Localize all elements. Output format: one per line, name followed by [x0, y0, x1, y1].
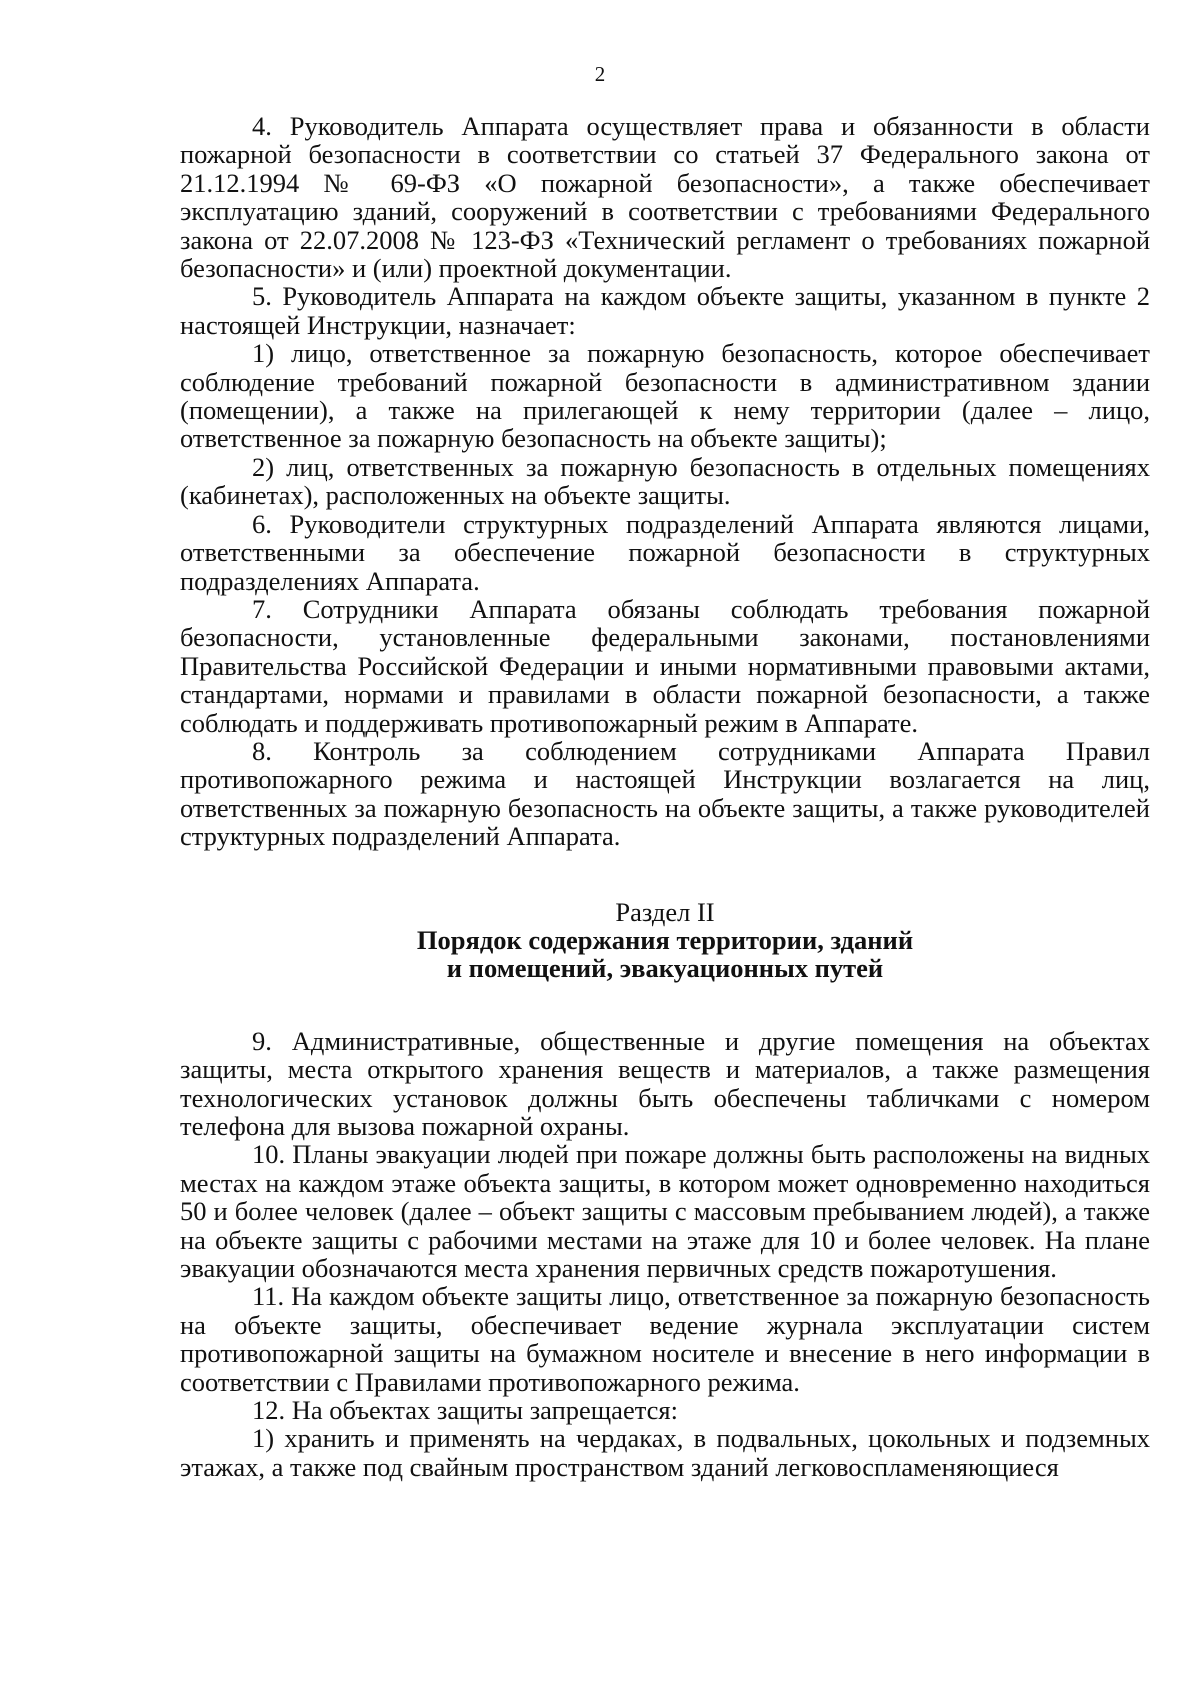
section-caption-line-1: Порядок содержания территории, зданий [416, 924, 914, 955]
paragraph-subitem-12-1: 1) хранить и применять на чердаках, в подвальных, цокольных и подземных этажах, а также под свайным пространством зданий легковоспламеняющиеся [180, 1423, 1150, 1482]
page-number: 2 [594, 62, 606, 86]
paragraph-item-11: 11. На каждом объекте защиты лицо, ответственное за пожарную безопасность на объекте защиты, обеспечивает ведение журнала эксплуатации систем противопожарной защиты на бумажном носителе и внесение в него информации в соответствии с Правилами противопожарного режима. [180, 1281, 1150, 1397]
document-body [180, 112, 1150, 1481]
paragraph-item-9: 9. Административные, общественные и другие помещения на объектах защиты, места открытого хранения веществ и материалов, а также размещения технологических установок должны быть обеспечены табличками с номером телефона для вызова пожарной охраны. [180, 1025, 1150, 1141]
paragraph-item-10: 10. Планы эвакуации людей при пожаре должны быть расположены на видных местах на каждом этаже объекта защиты, в котором может одновременно находиться 50 и более человек (далее – объект защиты с массовым пребыванием людей), а также на объекте защиты с рабочими местами на этаже для 10 и более человек. На плане эвакуации обозначаются места хранения первичных средств пожаротушения. [180, 1139, 1150, 1284]
section-caption-line-2: и помещений, эвакуационных путей [446, 953, 884, 984]
paragraph-item-5: 5. Руководитель Аппарата на каждом объекте защиты, указанном в пункте 2 настоящей Инструкции, назначает: [180, 281, 1150, 340]
paragraph-item-8: 8. Контроль за соблюдением сотрудниками Аппарата Правил противопожарного режима и настоящей Инструкции возлагается на лиц, ответственных за пожарную безопасность на объекте защиты, а также руководителей структурных подразделений Аппарата. [180, 735, 1150, 852]
paragraph-item-6: 6. Руководители структурных подразделений Аппарата являются лицами, ответственными за обеспечение пожарной безопасности в структурных подразделениях Аппарата. [180, 508, 1150, 596]
paragraph-subitem-5-1: 1) лицо, ответственное за пожарную безопасность, которое обеспечивает соблюдение требований пожарной безопасности в административном здании (помещении), а также на прилегающей к нему территории (далее – лицо, ответственное за пожарную безопасность на объекте защиты); [180, 338, 1150, 454]
paragraph-item-7: 7. Сотрудники Аппарата обязаны соблюдать требования пожарной безопасности, установленные федеральными законами, постановлениями Правительства Российской Федерации и иными нормативными правовыми актами, стандартами, нормами и правилами в области пожарной безопасности, а также соблюдать и поддерживать противопожарный режим в Аппарате. [180, 593, 1150, 738]
section-heading [180, 898, 1150, 983]
paragraph-subitem-5-2: 2) лиц, ответственных за пожарную безопасность в отдельных помещениях (кабинетах), расположенных на объекте защиты. [180, 451, 1150, 511]
section-title: Раздел II [615, 896, 715, 927]
paragraph-item-12: 12. На объектах защиты запрещается: [252, 1395, 678, 1426]
paragraph-item-4: 4. Руководитель Аппарата осуществляет права и обязанности в области пожарной безопасности в соответствии со статьей 37 Федерального закона от 21.12.1994 № 69-ФЗ «О пожарной безопасности», а также обеспечивает эксплуатацию зданий, сооружений в соответствии с требованиями Федерального закона от 22.07.2008 № 123-ФЗ «Технический регламент о требованиях пожарной безопасности» и (или) проектной документации. [180, 111, 1150, 284]
